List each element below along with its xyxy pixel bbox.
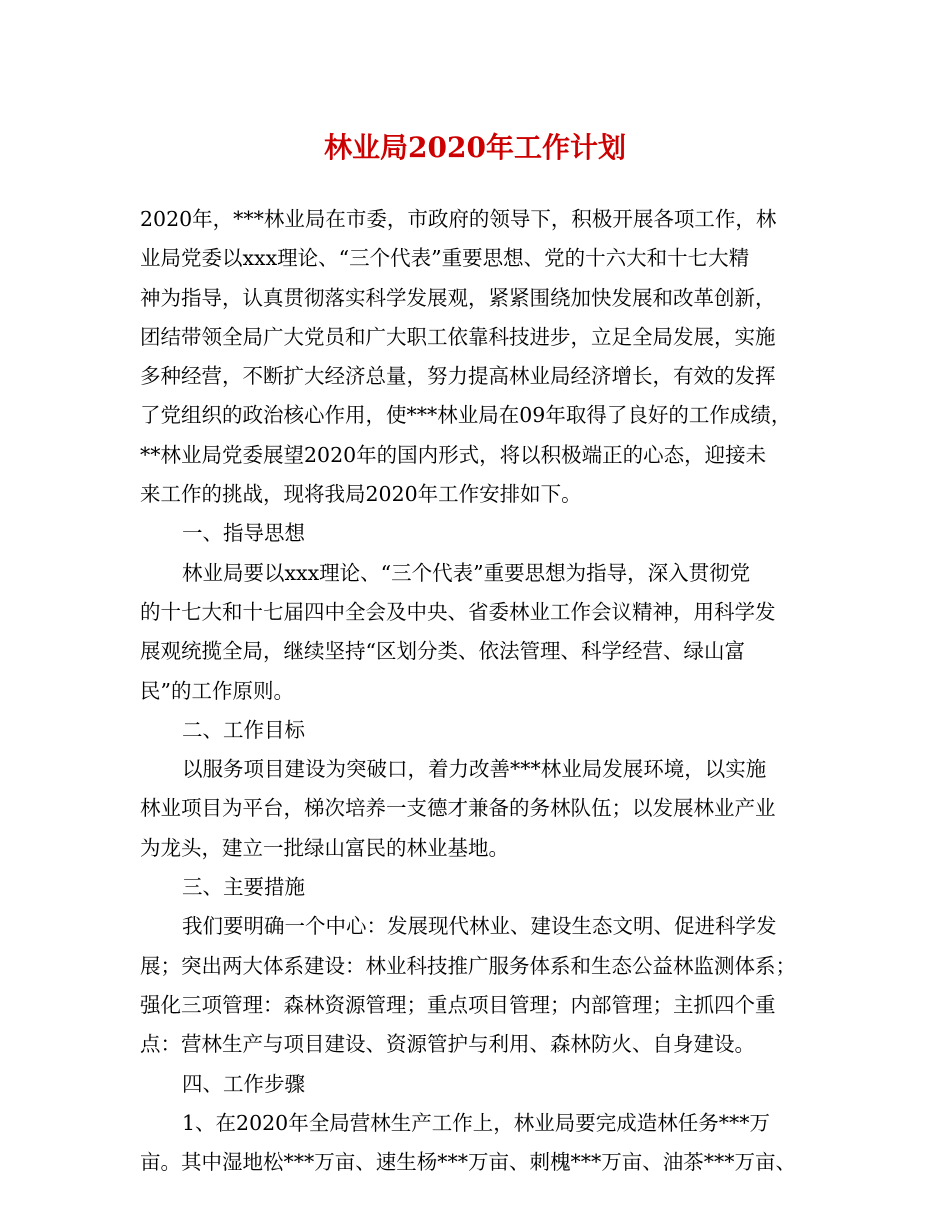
text-line: 来工作的挑战，现将我局2020年工作安排如下。: [140, 482, 582, 507]
text-line: 四、工作步骤: [182, 1071, 305, 1096]
text-line: 展；突出两大体系建设：林业科技推广服务体系和生态公益林监测体系；: [140, 953, 796, 978]
text-line: 2020年，***林业局在市委，市政府的领导下，积极开展各项工作，林: [140, 207, 777, 231]
text-line: 林业局要以xxx理论、“三个代表”重要思想为指导，深入贯彻党: [182, 560, 751, 585]
text-line: 1、在2020年全局营林生产工作上，林业局要完成造林任务***万: [182, 1110, 770, 1135]
text-line: 业局党委以xxx理论、“三个代表”重要思想、党的十六大和十七大精: [140, 246, 750, 271]
text-line: 二、工作目标: [182, 717, 305, 742]
text-line: 我们要明确一个中心：发展现代林业、建设生态文明、促进科学发: [182, 914, 777, 939]
text-line: 神为指导，认真贯彻落实科学发展观，紧紧围绕加快发展和改革创新，: [140, 285, 776, 310]
text-line: 了党组织的政治核心作用，使***林业局在09年取得了良好的工作成绩，: [140, 403, 792, 428]
document-title: 林业局2020年工作计划: [324, 131, 626, 164]
text-line: 展观统揽全局，继续坚持“区划分类、依法管理、科学经营、绿山富: [140, 639, 745, 664]
text-line: 亩。其中湿地松***万亩、速生杨***万亩、刺槐***万亩、油茶***万亩、: [140, 1150, 796, 1175]
text-line: 林业项目为平台，梯次培养一支德才兼备的务林队伍；以发展林业产业: [140, 796, 776, 821]
text-line: 以服务项目建设为突破口，着力改善***林业局发展环境，以实施: [182, 757, 767, 782]
text-line: 点：营林生产与项目建设、资源管护与利用、森林防火、自身建设。: [140, 1032, 755, 1057]
text-line: 民”的工作原则。: [140, 678, 294, 703]
document-body: [140, 200, 818, 1182]
text-line: 一、指导思想: [182, 521, 305, 546]
text-line: 三、主要措施: [182, 875, 305, 900]
text-line: 多种经营，不断扩大经济总量，努力提高林业局经济增长，有效的发挥: [140, 364, 776, 389]
text-line: 为龙头，建立一批绿山富民的林业基地。: [140, 835, 509, 860]
text-line: 的十七大和十七届四中全会及中央、省委林业工作会议精神，用科学发: [140, 599, 776, 624]
text-line: 团结带领全局广大党员和广大职工依靠科技进步，立足全局发展，实施: [140, 324, 776, 349]
text-line: **林业局党委展望2020年的国内形式，将以积极端正的心态，迎接未: [140, 442, 767, 467]
text-line: 强化三项管理：森林资源管理；重点项目管理；内部管理；主抓四个重: [140, 992, 776, 1017]
